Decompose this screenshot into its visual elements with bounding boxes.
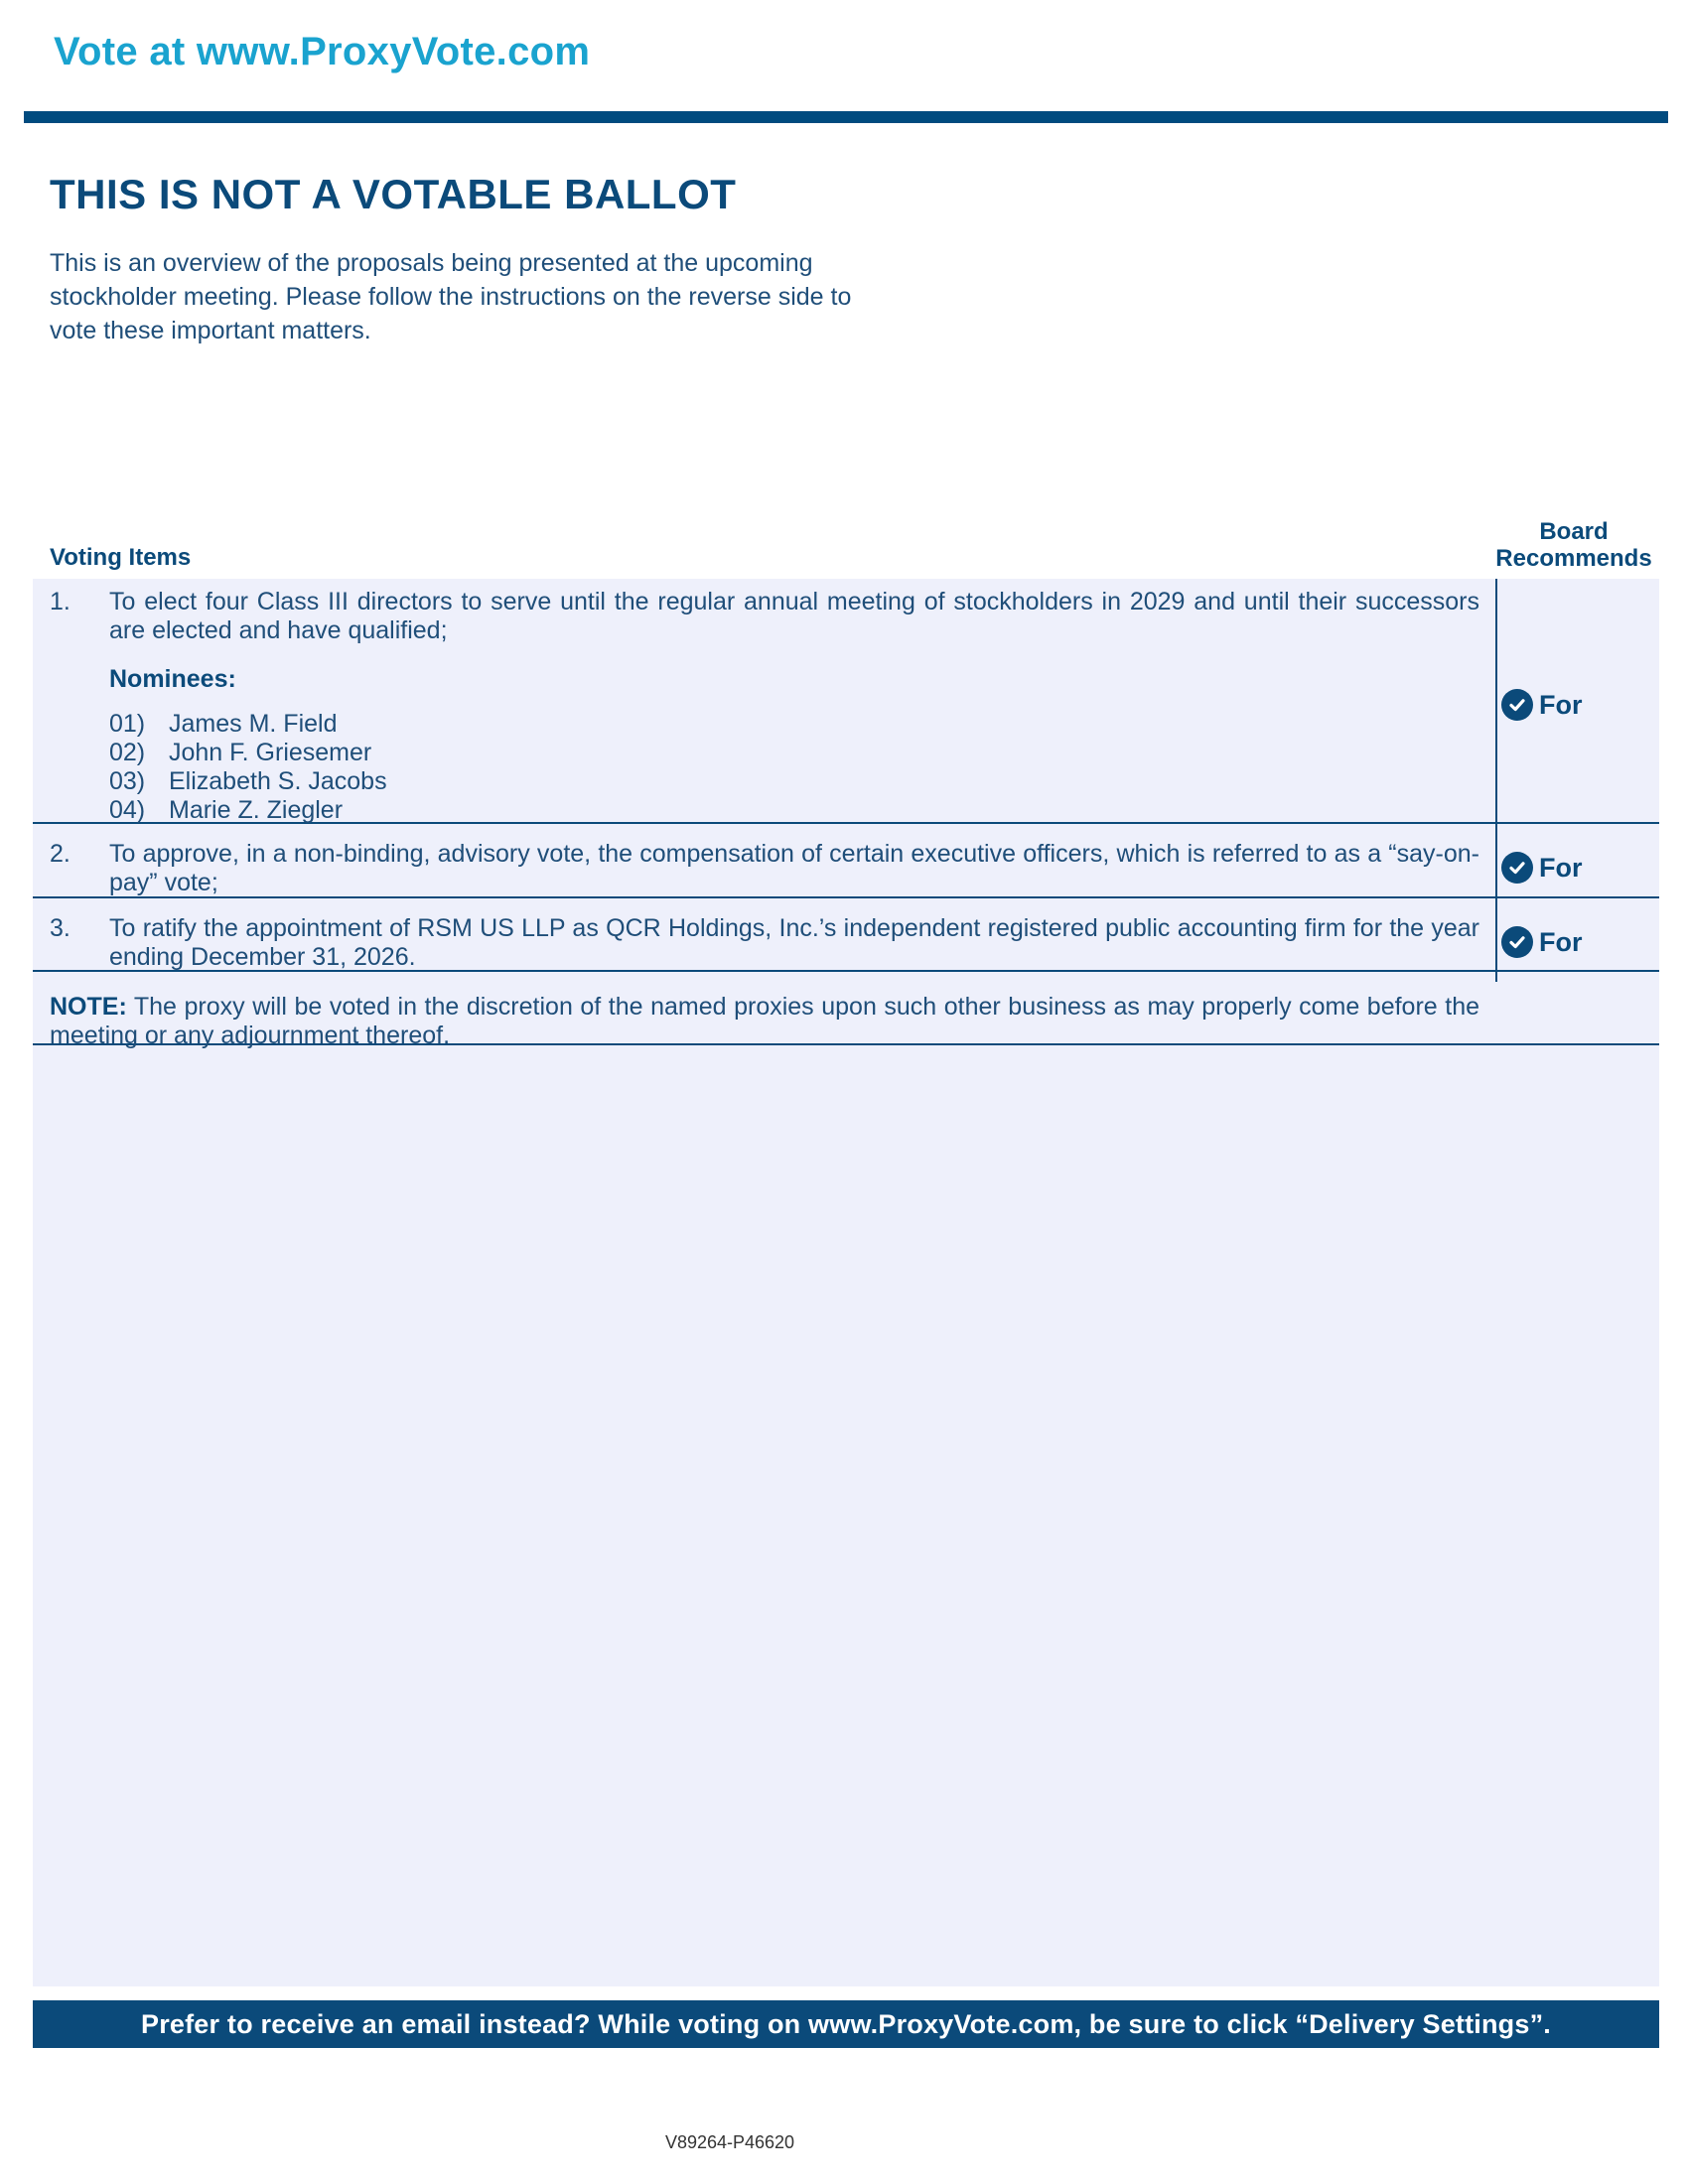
board-recommends-header [1489, 518, 1658, 572]
note-body: The proxy will be voted in the discretion of the named proxies upon such other business as may properly come before the meeting or any adjournment thereof. [50, 993, 1479, 1049]
check-circle-icon [1501, 926, 1533, 958]
check-circle-icon [1501, 689, 1533, 721]
recommendation-label: For [1539, 926, 1583, 957]
intro-text: This is an overview of the proposals being presented at the upcoming stockholder meeting. Please follow the instructions on the reverse side to vote these important matters. [50, 249, 852, 344]
voting-items-header: Voting Items [50, 544, 192, 571]
nominee-code: 02) [109, 739, 146, 766]
note-label: NOTE: [50, 993, 127, 1021]
recommendation-item-2 [1501, 852, 1583, 884]
header-divider [24, 111, 1668, 123]
board-recommends-line2: Recommends [1495, 545, 1652, 572]
recommendation-label: For [1539, 689, 1583, 720]
nominee-name: James M. Field [169, 710, 338, 738]
nominee-list [109, 710, 387, 825]
document-code: V89264-P46620 [664, 2132, 795, 2152]
nominee-code: 03) [109, 767, 146, 795]
nominee-name: John F. Griesemer [169, 739, 372, 766]
voting-item-3 [50, 914, 1479, 972]
recommendation-item-3 [1501, 926, 1583, 958]
nominee-item [109, 796, 387, 825]
nominee-item [109, 767, 387, 796]
recommendation-item-1 [1501, 689, 1583, 721]
voting-item-1 [50, 588, 1479, 645]
note-text [50, 993, 1479, 1050]
voting-item-2 [50, 840, 1479, 897]
nominee-code: 01) [109, 710, 146, 738]
item-text: To ratify the appointment of RSM US LLP as QCR Holdings, Inc.’s independent registered public accounting firm for the year ending December 31, 2026. [109, 914, 1479, 971]
item-number: 2. [50, 840, 70, 868]
item-number: 1. [50, 588, 70, 615]
nominee-item [109, 710, 387, 739]
check-circle-icon [1501, 852, 1533, 884]
item-text: To approve, in a non-binding, advisory vote, the compensation of certain executive officers, which is referred to as a “say-on-pay” vote; [109, 840, 1479, 896]
item-text: To elect four Class III directors to serve until the regular annual meeting of stockholders in 2029 and until their successors are elected and have qualified; [109, 588, 1479, 644]
nominee-name: Marie Z. Ziegler [169, 796, 344, 824]
nominee-name: Elizabeth S. Jacobs [169, 767, 387, 795]
email-delivery-banner: Prefer to receive an email instead? While voting on www.ProxyVote.com, be sure to click “Delivery Settings”. [33, 2000, 1659, 2048]
board-recommends-line1: Board [1539, 518, 1609, 545]
recommendation-label: For [1539, 852, 1583, 883]
nominee-code: 04) [109, 796, 146, 824]
proxyvote-link[interactable]: Vote at www.ProxyVote.com [54, 30, 591, 73]
page-title: THIS IS NOT A VOTABLE BALLOT [50, 171, 737, 217]
nominees-label: Nominees: [109, 665, 236, 693]
item-number: 3. [50, 914, 70, 942]
nominee-item [109, 739, 387, 767]
recommendation-column-divider [1495, 579, 1497, 982]
